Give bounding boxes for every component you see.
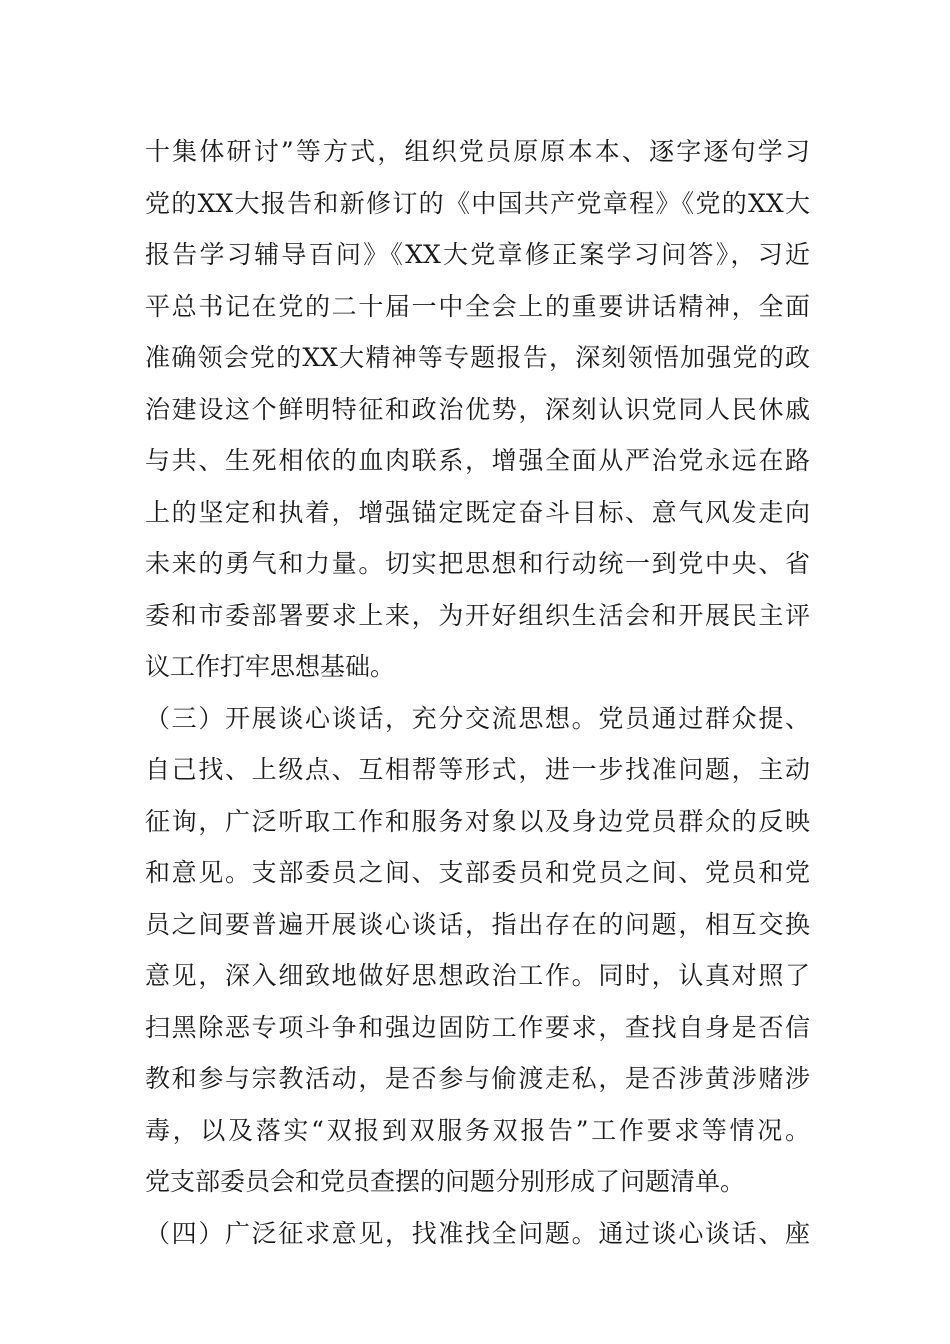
text-line: 治建设这个鲜明特征和政治优势，深刻认识党同人民休戚 <box>145 394 810 424</box>
text-line: 报告学习辅导百问》《XX大党章修正案学习问答》，习近 <box>145 240 810 269</box>
text-line: 扫黑除恶专项斗争和强边固防工作要求，查找自身是否信 <box>145 1012 810 1042</box>
text-line: 准确领会党的XX大精神等专题报告，深刻领悟加强党的政 <box>145 343 810 372</box>
body-text <box>145 126 810 1259</box>
text-line: 党支部委员会和党员查摆的问题分别形成了问题清单。 <box>145 1167 746 1196</box>
section-heading-line: （四）广泛征求意见，找准找全问题。通过谈心谈话、座 <box>145 1218 810 1248</box>
text-line: 员之间要普遍开展谈心谈话，指出存在的问题，相互交换 <box>145 909 810 939</box>
text-line: 十集体研讨”等方式，组织党员原原本本、逐字逐句学习 <box>145 137 810 166</box>
text-line: 征询，广泛听取工作和服务对象以及身边党员群众的反映 <box>145 806 810 836</box>
text-line: 未来的勇气和力量。切实把思想和行动统一到党中央、省 <box>145 549 810 578</box>
text-line: 与共、生死相依的血肉联系，增强全面从严治党永远在路 <box>145 446 810 475</box>
text-line: 毒，以及落实“双报到双服务双报告”工作要求等情况。 <box>145 1115 810 1145</box>
text-line: 教和参与宗教活动，是否参与偷渡走私，是否涉黄涉赌涉 <box>145 1064 810 1093</box>
text-line: 意见，深入细致地做好思想政治工作。同时，认真对照了 <box>145 961 810 990</box>
section-heading-line: （三）开展谈心谈话，充分交流思想。党员通过群众提、 <box>145 703 810 733</box>
text-line: 和意见。支部委员之间、支部委员和党员之间、党员和党 <box>145 858 810 887</box>
text-line: 自己找、上级点、互相帮等形式，进一步找准问题，主动 <box>145 755 810 784</box>
text-line: 议工作打牢思想基础。 <box>145 652 396 681</box>
text-line: 委和市委部署要求上来，为开好组织生活会和开展民主评 <box>145 600 810 630</box>
text-line: 上的坚定和执着，增强锚定既定奋斗目标、意气风发走向 <box>145 497 810 527</box>
text-line: 平总书记在党的二十届一中全会上的重要讲话精神，全面 <box>145 291 810 321</box>
text-line: 党的XX大报告和新修订的《中国共产党章程》《党的XX大 <box>145 188 810 218</box>
